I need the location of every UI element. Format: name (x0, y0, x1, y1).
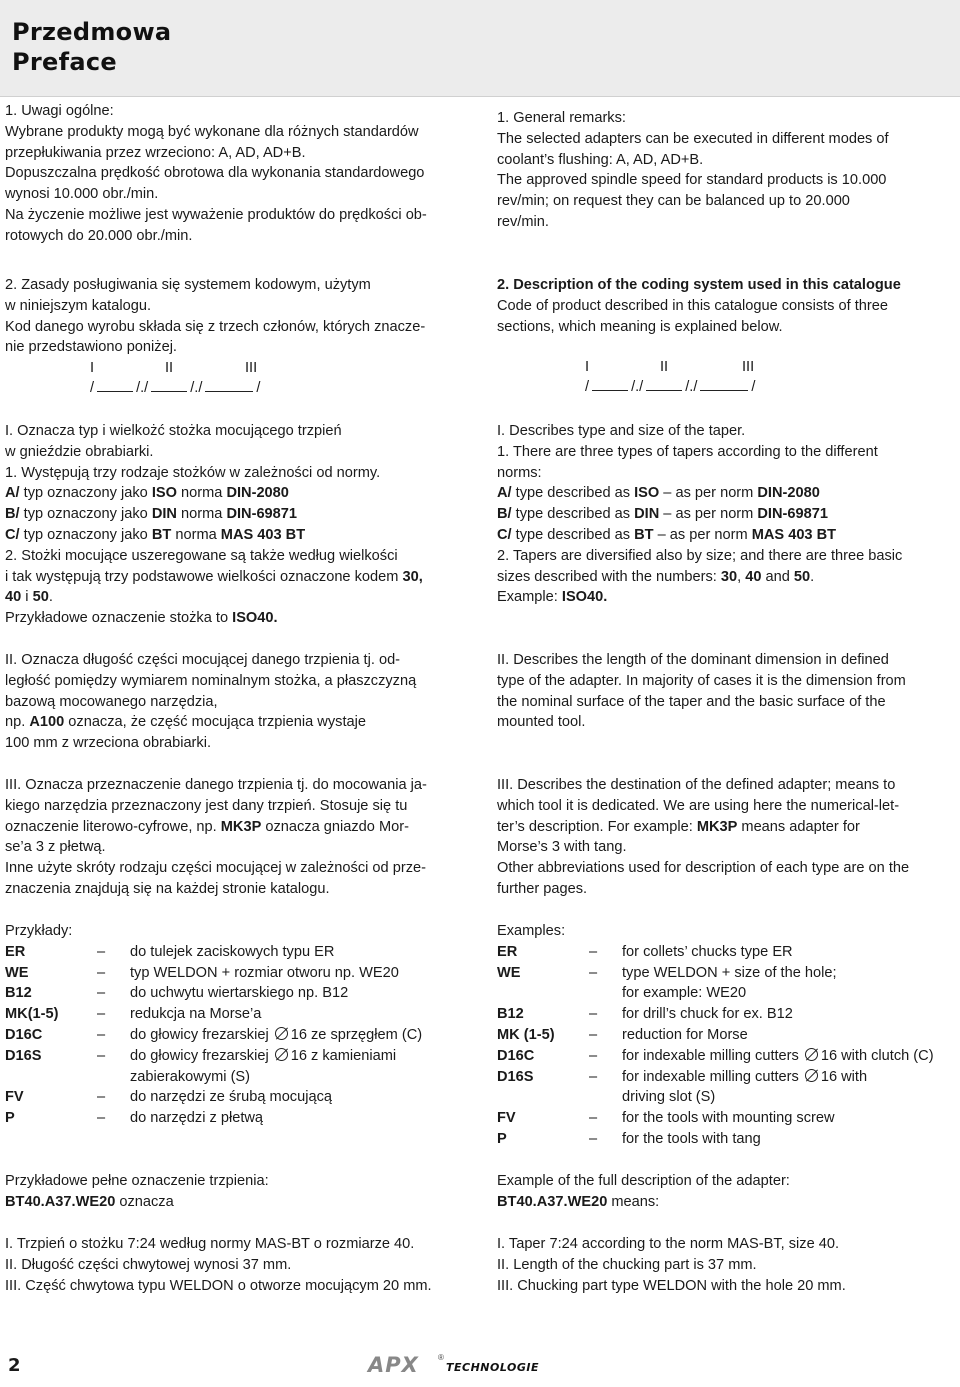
taper-description-pl (5, 421, 467, 629)
brand-sub: TECHNOLOGIE (446, 1361, 539, 1374)
taper-type-b: B/ typ oznaczony jako DIN norma DIN-69871 (5, 506, 298, 523)
text-line: III. Chucking part type WELDON with the hole 20 mm. (497, 1277, 846, 1294)
text-line: np. A100 oznacza, że część mocująca trzpienia wystaje (5, 714, 366, 731)
code-slashes: / /./ /./ / (585, 379, 756, 396)
example-row: P – for the tools with tang (497, 1130, 761, 1147)
diameter-icon (275, 1027, 288, 1040)
full-example-explanation-pl (5, 1234, 467, 1296)
text-line: ter’s description. For example: MK3P means adapter for (497, 818, 860, 835)
text-line: Wybrane produkty mogą być wykonane dla różnych standardów (5, 123, 419, 140)
text-line: I. Describes type and size of the taper. (497, 423, 746, 439)
text-line: Example of the full description of the adapter: (497, 1173, 790, 1189)
section-heading: w niniejszym katalogu. (5, 297, 152, 314)
text-line: 40 i 50. (5, 589, 53, 606)
text-line: Morse’s 3 with tang. (497, 839, 627, 856)
example-row: FV – do narzędzi ze śrubą mocującą (5, 1089, 332, 1106)
example-row: MK (1-5) – reduction for Morse (497, 1026, 748, 1043)
example-row: ER – do tulejek zaciskowych typu ER (5, 943, 335, 960)
text-line: rev/min; on request they can be balanced up to 20.000 (497, 193, 850, 210)
brand-logo (368, 1353, 568, 1381)
text-line: 100 mm z wrzeciona obrabiarki. (5, 735, 212, 752)
page-title-pl: Przedmowa (12, 18, 172, 46)
text-line: przepłukiwania przez wrzeciono: A, AD, AD+B. (5, 144, 306, 161)
text-line: w gnieździe obrabiarki. (5, 443, 154, 460)
section-heading: 2. Zasady posługiwania się systemem kodowym, użytym (5, 277, 371, 293)
text-line: 1. There are three types of tapers according to the different (497, 443, 878, 460)
text-line: II. Describes the length of the dominant dimension in defined (497, 652, 889, 668)
destination-description-en (497, 775, 959, 900)
roman-i: I (90, 360, 95, 377)
text-line: I. Trzpień o stożku 7:24 według normy MAS-BT o rozmiarze 40. (5, 1236, 415, 1252)
example-row: B12 – do uchwytu wiertarskiego np. B12 (5, 985, 349, 1002)
text-line: II. Length of the chucking part is 37 mm. (497, 1256, 757, 1273)
text-line: Other abbreviations used for description of each type are on the (497, 860, 910, 877)
diameter-icon (805, 1069, 818, 1082)
roman-ii: II (660, 359, 669, 376)
example-row: P – do narzędzi z płetwą (5, 1110, 264, 1127)
example-row: D16S – for indexable milling cutters 16 with driving slot (S) (497, 1068, 868, 1106)
length-description-pl (5, 650, 467, 754)
taper-type-c: C/ type described as BT – as per norm MAS 403 BT (497, 526, 837, 543)
text-line: Inne użyte skróty rodzaju części mocującej w zależności od prze- (5, 860, 426, 877)
text-line: Przykładowe pełne oznaczenie trzpienia: (5, 1173, 269, 1189)
text-line: Kod danego wyrobu składa się z trzech członów, których znacze- (5, 318, 426, 335)
code-diagram (497, 357, 959, 401)
text-line: The approved spindle speed for standard products is 10.000 (497, 172, 887, 189)
text-line: III. Część chwytowa typu WELDON o otworze mocującym 20 mm. (5, 1277, 432, 1294)
example-row: FV – for the tools with mounting screw (497, 1110, 835, 1127)
general-remarks-pl (5, 101, 467, 247)
examples-title: Przykłady: (5, 923, 73, 939)
text-line: I. Taper 7:24 according to the norm MAS-BT, size 40. (497, 1236, 840, 1252)
taper-description-en (497, 421, 959, 608)
text-line: Code of product described in this catalogue consists of three (497, 297, 889, 314)
text-line: rev/min. (497, 213, 549, 230)
header-band (0, 0, 960, 97)
text-line: sections, which meaning is explained below. (497, 318, 783, 335)
text-line: Na życzenie możliwe jest wyważenie produktów do prędkości ob- (5, 206, 427, 223)
text-line: wynosi 10.000 obr./min. (5, 186, 159, 203)
example-row: WE – type WELDON + size of the hole; for example: WE20 (497, 964, 837, 1002)
text-line: norms: (497, 464, 542, 481)
coding-system-pl (5, 275, 467, 402)
taper-type-c: C/ typ oznaczony jako BT norma MAS 403 BT (5, 526, 306, 543)
full-example-pl (5, 1171, 467, 1213)
page-title-en: Preface (12, 48, 117, 76)
taper-type-b: B/ type described as DIN – as per norm DIN-69871 (497, 506, 828, 523)
text-line: oznaczenie literowo-cyfrowe, np. MK3P oznacza gniazdo Mor- (5, 818, 409, 835)
code-diagram (5, 358, 467, 402)
text-line: znaczenia znajdują się na każdej stronie katalogu. (5, 880, 330, 897)
registered-icon: ® (438, 1353, 444, 1362)
roman-iii: III (245, 360, 258, 377)
text-line: III. Oznacza przeznaczenie danego trzpienia tj. do mocowania ja- (5, 777, 427, 793)
example-row: MK(1-5) – redukcja na Morse’a (5, 1006, 262, 1023)
page-number: 2 (8, 1355, 21, 1376)
text-line: BT40.A37.WE20 means: (497, 1193, 660, 1210)
text-line: The selected adapters can be executed in different modes of (497, 130, 889, 147)
general-remarks-en (497, 108, 959, 233)
diameter-icon (805, 1048, 818, 1061)
diameter-icon (275, 1048, 288, 1061)
text-line: further pages. (497, 880, 588, 897)
text-line: III. Describes the destination of the defined adapter; means to (497, 777, 896, 793)
section-heading: 2. Description of the coding system used in this catalogue (497, 277, 901, 293)
roman-i: I (585, 359, 590, 376)
text-line: I. Oznacza typ i wielkożć stożka mocującego trzpień (5, 423, 342, 439)
coding-system-en (497, 275, 959, 401)
example-row: D16C – do głowicy frezarskiej 16 ze sprzęgłem (C) (5, 1026, 423, 1043)
example-row: D16C – for indexable milling cutters 16 with clutch (C) (497, 1047, 934, 1064)
text-line: coolant’s flushing: A, AD, AD+B. (497, 151, 704, 168)
taper-type-a: A/ typ oznaczony jako ISO norma DIN-2080 (5, 485, 289, 502)
example-row: WE – typ WELDON + rozmiar otworu np. WE20 (5, 964, 399, 981)
example-row: B12 – for drill’s chuck for ex. B12 (497, 1006, 793, 1023)
example-row: ER – for collets’ chucks type ER (497, 943, 793, 960)
text-line: rotowych do 20.000 obr./min. (5, 227, 193, 244)
text-line: 1. Występują trzy rodzaje stożków w zależności od normy. (5, 464, 381, 481)
examples-title: Examples: (497, 923, 566, 939)
examples-pl (5, 921, 467, 1129)
text-line: which tool it is dedicated. We are using here the numerical-let- (497, 797, 900, 814)
roman-iii: III (742, 359, 755, 376)
full-example-en (497, 1171, 959, 1213)
destination-description-pl (5, 775, 467, 900)
text-line: ległość pomiędzy wymiarem nominalnym stożka, a płaszczyzną (5, 672, 417, 689)
text-line: II. Długość części chwytowej wynosi 37 mm. (5, 1256, 292, 1273)
text-line: se’a 3 z płetwą. (5, 839, 106, 856)
text-line: kiego narzędzia przeznaczony jest dany trzpień. Stosuje się tu (5, 797, 408, 814)
text-line: type of the adapter. In majority of cases it is the dimension from (497, 672, 906, 689)
text-line: mounted tool. (497, 714, 586, 731)
text-line: II. Oznacza długość części mocującej danego trzpienia tj. od- (5, 652, 401, 668)
text-line: Example: ISO40. (497, 589, 608, 606)
text-line: nie przedstawiono poniżej. (5, 339, 177, 356)
text-line: i tak występują trzy podstawowe wielkości oznaczone kodem 30, (5, 568, 423, 585)
full-example-explanation-en (497, 1234, 959, 1296)
examples-en (497, 921, 959, 1150)
section-heading: 1. Uwagi ogólne: (5, 103, 114, 119)
text-line: Dopuszczalna prędkość obrotowa dla wykonania standardowego (5, 165, 425, 182)
roman-ii: II (165, 360, 174, 377)
text-line: 2. Tapers are diversified also by size; and there are three basic (497, 547, 903, 564)
length-description-en (497, 650, 959, 733)
text-line: Przykładowe oznaczenie stożka to ISO40. (5, 610, 278, 627)
text-line: bazową mocowanego narzędzia, (5, 693, 218, 710)
text-line: sizes described with the numbers: 30, 40 and 50. (497, 568, 815, 585)
example-row: D16S – do głowicy frezarskiej 16 z kamieniami zabierakowymi (S) (5, 1047, 397, 1085)
text-line: BT40.A37.WE20 oznacza (5, 1193, 174, 1210)
code-slashes: / /./ /./ / (90, 380, 261, 397)
brand-main: APX (368, 1353, 419, 1377)
section-heading: 1. General remarks: (497, 110, 626, 126)
text-line: the nominal surface of the taper and the basic surface of the (497, 693, 886, 710)
text-line: 2. Stożki mocujące uszeregowane są także według wielkości (5, 547, 398, 564)
taper-type-a: A/ type described as ISO – as per norm DIN-2080 (497, 485, 820, 502)
